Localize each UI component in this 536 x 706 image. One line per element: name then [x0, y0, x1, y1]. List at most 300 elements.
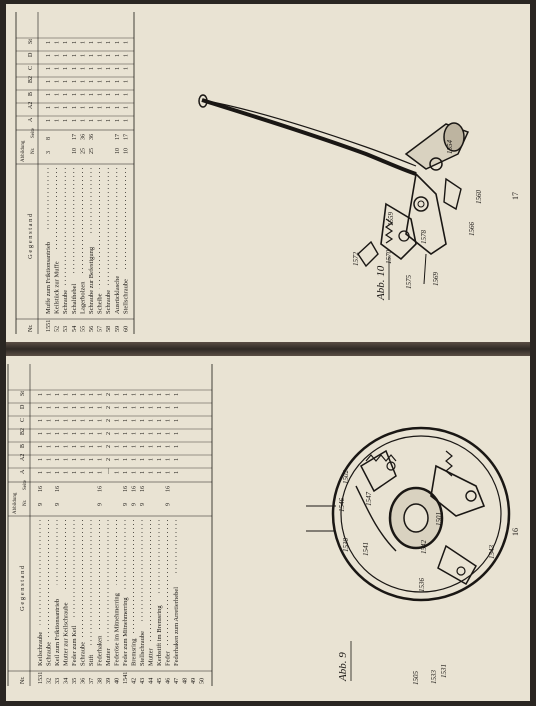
row-count: 1 [54, 41, 61, 44]
row-count: 2 [106, 458, 112, 461]
row-count: 1 [97, 471, 104, 474]
row-count: 1 [123, 80, 130, 83]
row-count: 1 [106, 54, 113, 57]
row-count: 1 [174, 458, 180, 461]
row-count: 1 [131, 432, 138, 435]
row-nr: 56 [88, 325, 95, 332]
row-count: 1 [63, 406, 70, 409]
row-count: 1 [72, 393, 78, 396]
row-count: 1 [131, 445, 138, 448]
page-number-17: 17 [511, 192, 520, 200]
row-nr: 38 [96, 677, 104, 684]
row-count: 1 [97, 458, 104, 461]
row-count: 1 [89, 445, 95, 448]
row-count: 1 [63, 119, 70, 122]
row-count: 1 [71, 41, 78, 44]
row-abb-nr: 25 [89, 148, 95, 154]
row-abb-seite: 17 [123, 134, 130, 140]
row-count: 1 [106, 67, 113, 70]
row-count: 1 [46, 93, 52, 96]
row-count: 1 [165, 419, 172, 422]
header-nr: Nr. [20, 676, 26, 684]
callout-1547: 1547 [365, 492, 373, 506]
row-count: 1 [97, 419, 104, 422]
page-17 [6, 4, 530, 344]
row-nr: 34 [62, 677, 70, 684]
row-count: 1 [63, 432, 70, 435]
row-count: 1 [157, 432, 163, 435]
callout-1538: 1538 [342, 538, 350, 552]
row-gegenstand: Feder [164, 651, 172, 666]
row-gegenstand: Federhaken zum Arretierhebel [173, 586, 180, 666]
row-count: 1 [63, 393, 70, 396]
row-gegenstand: Schraube [62, 289, 70, 314]
row-count: 1 [123, 419, 129, 422]
header-model-d: D [20, 404, 26, 409]
row-count: 1 [106, 41, 113, 44]
row-nr: 1541 [122, 671, 129, 684]
row-count: 1 [174, 406, 180, 409]
row-gegenstand: Stellschraube [122, 278, 130, 314]
row-count: 1 [38, 406, 44, 409]
row-count: 1 [46, 67, 52, 70]
row-gegenstand: Feder zum Keil [71, 625, 78, 666]
row-count: 1 [46, 445, 53, 448]
row-count: 1 [165, 458, 172, 461]
header-model-st: St [28, 38, 34, 44]
row-abb-seite: 16 [165, 486, 172, 492]
row-count: 1 [123, 54, 130, 57]
header-model-b: B [28, 91, 34, 96]
row-count: 1 [97, 406, 104, 409]
brake-ring-drawing [306, 428, 509, 600]
row-count: 2 [106, 393, 112, 396]
row-count: 1 [46, 406, 53, 409]
row-count: 1 [63, 41, 70, 44]
header-gegenstand: G e g e n s t a n d [27, 213, 34, 259]
row-gegenstand: Schraube [45, 641, 53, 666]
row-count: 1 [46, 41, 52, 44]
row-count: 1 [157, 458, 163, 461]
row-count: 1 [123, 106, 130, 109]
row-abb-nr: 9 [97, 503, 104, 506]
header-model-a2: A2 [28, 101, 34, 109]
callout-1569: 1569 [432, 272, 440, 286]
row-count: 1 [148, 445, 155, 448]
row-count: 1 [123, 67, 130, 70]
row-nr: 37 [88, 677, 95, 684]
row-count: 1 [140, 471, 146, 474]
row-nr: 49 [190, 677, 197, 684]
row-count: 1 [38, 458, 44, 461]
row-count: 1 [46, 393, 53, 396]
row-count: 1 [174, 445, 180, 448]
row-abb-seite: 17 [114, 134, 121, 140]
row-count: 1 [72, 471, 78, 474]
row-count: 1 [165, 393, 172, 396]
row-count: 1 [80, 432, 87, 435]
header-model-st: St [20, 390, 26, 396]
row-count: 1 [80, 458, 87, 461]
row-gegenstand: Schraube [79, 641, 87, 666]
row-gegenstand: Federhaken [96, 635, 104, 666]
row-nr: 48 [181, 677, 189, 684]
page-17-canvas [6, 4, 530, 342]
callout-1536: 1536 [418, 578, 426, 592]
row-gegenstand: Muffe zum Friktionsantrieb [45, 241, 52, 314]
figure-label-abb-9: Abb. 9 [337, 652, 349, 681]
row-count: 1 [114, 458, 121, 461]
row-count: 1 [174, 419, 180, 422]
row-count: 1 [80, 419, 87, 422]
row-count: 1 [80, 41, 87, 44]
row-count: 1 [114, 41, 121, 44]
row-count: 1 [63, 67, 70, 70]
row-abb-seite: 16 [97, 486, 104, 492]
callout-1559: 1559 [387, 212, 395, 226]
row-count: 1 [157, 406, 163, 409]
row-count: 1 [89, 419, 95, 422]
callout-1578: 1578 [420, 230, 428, 244]
row-count: 1 [72, 445, 78, 448]
row-count: 1 [63, 80, 70, 83]
row-count: 1 [140, 458, 146, 461]
row-count: 1 [46, 119, 52, 122]
page-16 [6, 356, 530, 701]
parts-table-1531 [8, 364, 212, 686]
row-count: 1 [140, 445, 146, 448]
row-count: 1 [174, 471, 180, 474]
header-abbildung: Abbildung [21, 140, 26, 162]
row-abb-nr: 9 [165, 503, 172, 506]
row-count: 1 [131, 393, 138, 396]
row-count: 1 [89, 80, 95, 83]
row-gegenstand: Mutter zur Keilschraube [62, 602, 70, 666]
row-count: 1 [140, 406, 146, 409]
row-count: 1 [80, 80, 87, 83]
row-nr: 42 [130, 677, 138, 684]
row-nr: 32 [45, 677, 53, 684]
row-count: 1 [114, 67, 121, 70]
row-gegenstand: Stellschraube [139, 630, 146, 666]
row-abb-nr: 9 [140, 503, 146, 506]
row-count: 1 [63, 471, 70, 474]
header-model-d: D [28, 52, 34, 57]
row-gegenstand: Keilstück zur Muffe [53, 261, 61, 314]
row-count: 1 [80, 471, 87, 474]
row-count: 1 [123, 445, 129, 448]
callout-1542: 1542 [420, 540, 428, 554]
row-abb-seite: 16 [131, 486, 138, 492]
header-model-a2: A2 [20, 453, 26, 461]
row-count: 1 [106, 93, 113, 96]
row-count: 2 [106, 445, 112, 448]
row-nr: 45 [156, 677, 163, 684]
row-count: 1 [38, 432, 44, 435]
row-count: 1 [72, 458, 78, 461]
row-gegenstand: Schraube [105, 289, 113, 314]
figure-label-abb-10: Abb. 10 [375, 265, 387, 300]
row-abb-seite: 16 [38, 486, 44, 492]
callout-1531: 1531 [440, 664, 448, 678]
row-count: 1 [157, 445, 163, 448]
row-count: 1 [38, 471, 44, 474]
row-count: 1 [157, 471, 163, 474]
row-count: 1 [89, 119, 95, 122]
header-model-b2: B2 [28, 75, 34, 83]
row-count: 1 [89, 471, 95, 474]
row-gegenstand: Feder zum Mitnehmerring [122, 597, 129, 666]
book-gutter [6, 342, 530, 356]
row-count: 1 [157, 393, 163, 396]
row-nr: 1531 [37, 671, 44, 684]
row-count: 1 [54, 93, 61, 96]
row-count: 1 [55, 432, 61, 435]
header-abb-nr: Nr. [31, 147, 36, 154]
row-gegenstand: Bremsring [130, 638, 138, 666]
row-nr: 47 [173, 677, 180, 684]
row-count: 1 [123, 119, 130, 122]
row-abb-seite: 16 [140, 486, 146, 492]
row-nr: 55 [79, 325, 87, 332]
row-count: 1 [114, 406, 121, 409]
row-abb-seite: 36 [89, 134, 95, 140]
row-count: 1 [114, 80, 121, 83]
row-nr: 52 [53, 325, 61, 332]
row-gegenstand: Scheibe [96, 293, 104, 314]
row-count: 1 [174, 393, 180, 396]
row-count: 1 [148, 471, 155, 474]
row-count: 1 [46, 54, 52, 57]
row-abb-seite: 8 [46, 137, 52, 140]
row-count: 1 [97, 67, 104, 70]
row-count: 1 [148, 406, 155, 409]
row-count: 1 [131, 406, 138, 409]
row-count: 1 [140, 393, 146, 396]
callout-1554: 1554 [446, 140, 454, 154]
row-count: 1 [89, 106, 95, 109]
row-count: 1 [89, 432, 95, 435]
callout-1570: 1570 [385, 250, 393, 264]
lever-drawing [199, 95, 468, 284]
row-count: 1 [97, 80, 104, 83]
row-count: 1 [46, 106, 52, 109]
row-count: 1 [38, 419, 44, 422]
figure-abb-9 [306, 428, 509, 685]
callout-1501: 1501 [435, 512, 443, 526]
callout-1575: 1575 [405, 275, 413, 289]
row-count: 1 [54, 67, 61, 70]
row-count: 1 [71, 106, 78, 109]
row-gegenstand: Federöse im Mitnehmerring [113, 593, 121, 666]
row-count: 1 [114, 106, 121, 109]
row-count: 1 [114, 445, 121, 448]
row-count: 1 [72, 419, 78, 422]
header-model-c: C [20, 417, 26, 422]
row-count: 1 [89, 67, 95, 70]
callout-1560: 1560 [475, 190, 483, 204]
row-nr: 44 [147, 677, 155, 684]
row-nr: 39 [105, 677, 112, 684]
row-count: 1 [54, 119, 61, 122]
row-gegenstand: Schalthebel [70, 283, 78, 314]
row-count: 1 [89, 54, 95, 57]
row-count: 1 [97, 432, 104, 435]
row-count: 1 [123, 406, 129, 409]
row-count: 1 [71, 54, 78, 57]
row-count: 2 [106, 432, 112, 435]
row-count: 1 [46, 471, 53, 474]
header-model-a: A [20, 469, 26, 474]
row-count: 1 [63, 54, 70, 57]
row-count: 1 [80, 119, 87, 122]
callout-1533: 1533 [430, 670, 438, 684]
row-count: 1 [55, 393, 61, 396]
header-model-b2: B2 [20, 427, 26, 435]
row-nr: 58 [105, 325, 113, 332]
row-count: 1 [89, 458, 95, 461]
header-abb-seite: Seite [23, 480, 28, 490]
row-count: 1 [140, 432, 146, 435]
row-count: 1 [114, 119, 121, 122]
row-count: 1 [38, 393, 44, 396]
row-count: 1 [165, 471, 172, 474]
book-spread [6, 4, 530, 701]
row-count: 1 [97, 445, 104, 448]
row-count: 1 [89, 41, 95, 44]
row-nr: 1551 [45, 319, 52, 332]
parts-table-1551 [16, 12, 134, 334]
row-count: 1 [55, 406, 61, 409]
callout-1541: 1541 [362, 542, 370, 556]
row-count: 1 [140, 419, 146, 422]
row-abb-seite: 36 [80, 134, 87, 140]
row-abb-seite: 16 [55, 486, 61, 492]
row-count: 1 [148, 432, 155, 435]
row-count: — [106, 468, 112, 474]
row-nr: 46 [164, 677, 172, 684]
row-nr: 59 [113, 325, 121, 332]
row-count: 1 [97, 54, 104, 57]
callout-1505: 1505 [412, 671, 420, 685]
row-count: 1 [46, 419, 53, 422]
row-abb-nr: 9 [55, 503, 61, 506]
row-count: 1 [114, 432, 121, 435]
row-count: 1 [46, 80, 52, 83]
row-count: 1 [123, 41, 130, 44]
row-nr: 35 [71, 677, 78, 684]
row-count: 1 [148, 393, 155, 396]
row-abb-seite: 17 [71, 134, 78, 140]
row-count: 1 [114, 54, 121, 57]
row-count: 1 [55, 458, 61, 461]
row-count: 1 [54, 106, 61, 109]
row-count: 1 [165, 445, 172, 448]
row-count: 1 [131, 419, 138, 422]
row-count: 1 [114, 393, 121, 396]
row-count: 1 [174, 432, 180, 435]
row-count: 1 [97, 41, 104, 44]
row-abb-nr: 25 [80, 148, 87, 154]
row-nr: 53 [62, 325, 70, 332]
row-count: 1 [80, 106, 87, 109]
row-count: 1 [157, 419, 163, 422]
row-count: 1 [114, 471, 121, 474]
row-gegenstand: Ausrücklasche [113, 275, 121, 314]
page-number-16: 16 [511, 528, 520, 536]
row-count: 1 [71, 80, 78, 83]
row-count: 1 [114, 93, 121, 96]
row-count: 1 [63, 106, 70, 109]
row-gegenstand: Lagerbolzen [79, 281, 87, 314]
row-abb-nr: 9 [123, 503, 129, 506]
row-count: 1 [131, 458, 138, 461]
row-count: 1 [72, 432, 78, 435]
row-count: 1 [106, 80, 113, 83]
row-count: 1 [123, 393, 129, 396]
row-count: 1 [148, 419, 155, 422]
row-gegenstand: Keilschraube [37, 631, 44, 666]
row-count: 1 [123, 432, 129, 435]
row-nr: 33 [54, 677, 61, 684]
row-count: 1 [63, 458, 70, 461]
callout-1543: 1543 [488, 545, 496, 559]
row-nr: 40 [113, 677, 121, 684]
row-count: 1 [123, 93, 130, 96]
row-nr: 57 [96, 325, 104, 332]
row-abb-nr: 10 [71, 148, 78, 154]
row-count: 1 [55, 419, 61, 422]
header-model-a: A [28, 117, 34, 122]
row-count: 1 [97, 93, 104, 96]
row-gegenstand: Keil zum Friktionsantrieb [54, 598, 61, 666]
row-count: 1 [123, 471, 129, 474]
row-abb-nr: 10 [123, 148, 130, 154]
row-count: 1 [148, 458, 155, 461]
row-gegenstand: Mutter [105, 648, 112, 666]
header-abbildung: Abbildung [13, 492, 18, 514]
row-count: 1 [114, 419, 121, 422]
header-gegenstand: G e g e n s t a n d [19, 565, 26, 611]
row-count: 1 [80, 406, 87, 409]
row-abb-nr: 3 [46, 151, 52, 154]
header-model-c: C [28, 65, 34, 70]
row-count: 1 [38, 445, 44, 448]
header-model-b: B [20, 443, 26, 448]
row-count: 1 [71, 93, 78, 96]
row-nr: 36 [79, 677, 87, 684]
row-count: 1 [80, 93, 87, 96]
row-count: 1 [165, 432, 172, 435]
callout-1572: 1572 [352, 252, 360, 266]
row-count: 1 [106, 106, 113, 109]
row-count: 1 [80, 445, 87, 448]
row-gegenstand: Schraube zur Befestigung [88, 246, 95, 314]
row-count: 1 [63, 93, 70, 96]
row-nr: 54 [70, 325, 78, 332]
row-count: 1 [97, 106, 104, 109]
row-nr: 43 [139, 677, 146, 684]
row-count: 1 [89, 406, 95, 409]
callout-1566: 1566 [468, 222, 476, 236]
row-count: 1 [97, 393, 104, 396]
row-count: 1 [46, 458, 53, 461]
row-abb-nr: 9 [38, 503, 44, 506]
row-count: 1 [54, 80, 61, 83]
header-nr: Nr. [28, 324, 34, 332]
row-count: 1 [80, 393, 87, 396]
callout-1502: 1502 [342, 470, 350, 484]
